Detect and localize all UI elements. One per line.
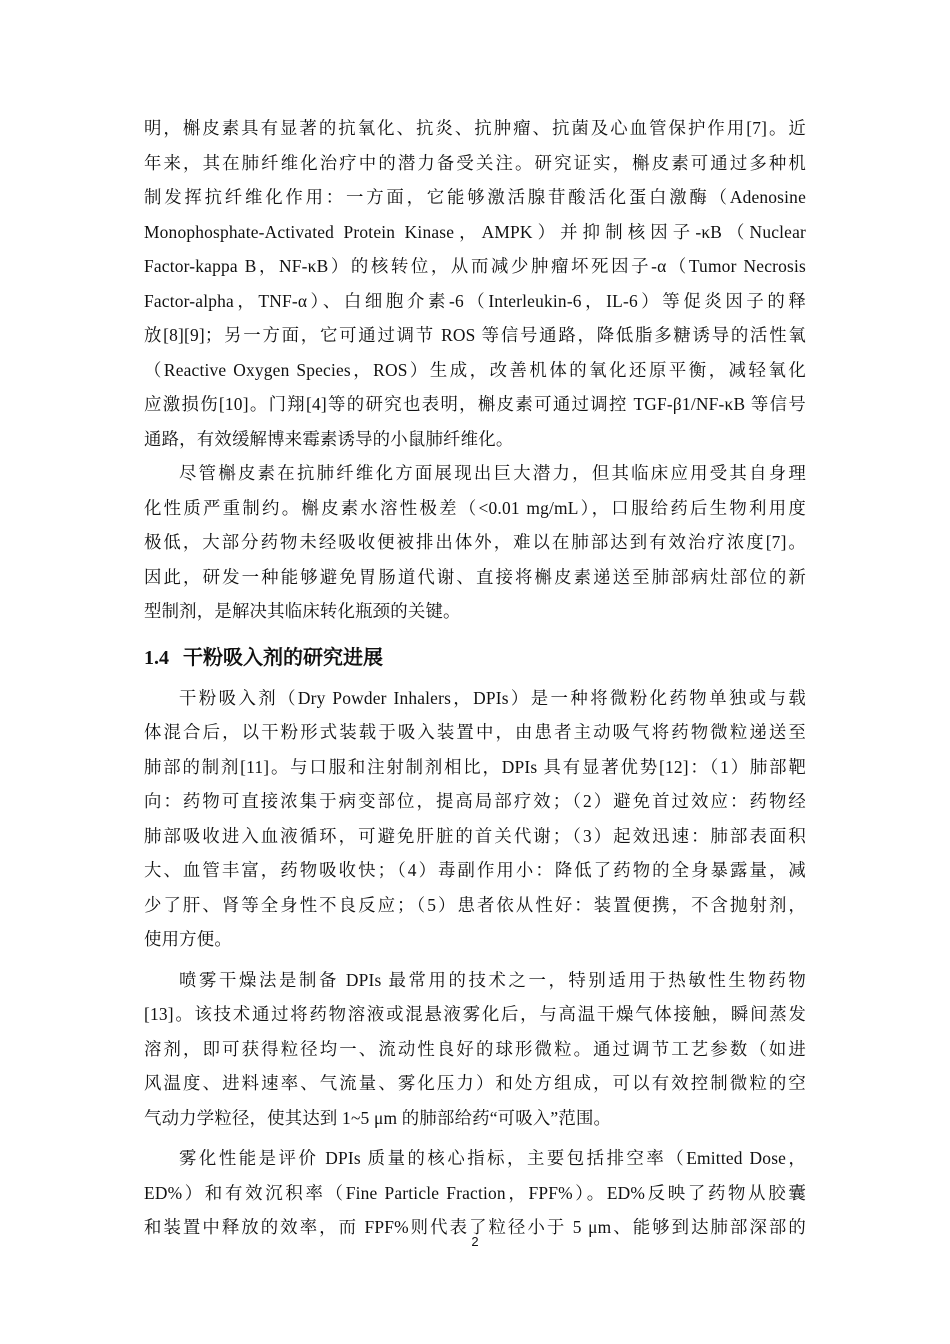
text-line: 体混合后，以干粉形式装载于吸入装置中，由患者主动吸气将药物微粒递送至 — [144, 722, 806, 742]
paragraph-dpi-definition — [144, 681, 806, 957]
paragraph-aerosol-performance — [144, 1141, 806, 1245]
text-line: （Reactive Oxygen Species，ROS）生成，改善机体的氧化还原平衡，减轻氧化 — [144, 359, 806, 380]
text-line: 气动力学粒径，使其达到 1~5 μm 的肺部给药“可吸入”范围。 — [144, 1107, 612, 1128]
text-line: 溶剂，即可获得粒径均一、流动性良好的球形微粒。通过调节工艺参数（如进 — [144, 1038, 806, 1059]
section-number: 1.4 — [144, 646, 169, 669]
text-line: 肺部的制剂[11]。与口服和注射制剂相比，DPIs 具有显著优势[12]：（1）肺部靶 — [144, 756, 806, 777]
text-line: 风温度、进料速率、气流量、雾化压力）和处方组成，可以有效控制微粒的空 — [144, 1073, 806, 1093]
paragraph-clinical-limitations — [144, 456, 806, 629]
text-line: 大、血管丰富，药物吸收快；（4）毒副作用小：降低了药物的全身暴露量，减 — [144, 860, 806, 880]
text-line: 制发挥抗纤维化作用：一方面，它能够激活腺苷酸活化蛋白激酶（Adenosine — [144, 187, 806, 207]
text-line: ED%）和有效沉积率（Fine Particle Fraction，FPF%）。ED%反映了药物从胶囊 — [144, 1182, 806, 1203]
text-line: 雾化性能是评价 DPIs 质量的核心指标，主要包括排空率（Emitted Dose， — [179, 1148, 806, 1168]
text-line: 使用方便。 — [144, 929, 232, 949]
text-line: 和装置中释放的效率，而 FPF%则代表了粒径小于 5 μm、能够到达肺部深部的 — [144, 1217, 806, 1237]
paragraph-quercetin-effects — [144, 111, 806, 456]
text-line: 尽管槲皮素在抗肺纤维化方面展现出巨大潜力，但其临床应用受其自身理 — [179, 463, 806, 483]
text-line: 喷雾干燥法是制备 DPIs 最常用的技术之一，特别适用于热敏性生物药物 — [179, 969, 806, 990]
text-line: 极低，大部分药物未经吸收便被排出体外，难以在肺部达到有效治疗浓度[7]。 — [144, 532, 806, 552]
text-line: Factor-kappa B，NF-κB）的核转位，从而减少肿瘤坏死因子-α（Tumor Necrosis — [144, 256, 806, 276]
text-line: 肺部吸收进入血液循环，可避免肝脏的首关代谢；（3）起效迅速：肺部表面积 — [144, 825, 806, 846]
text-line: 向：药物可直接浓集于病变部位，提高局部疗效；（2）避免首过效应：药物经 — [144, 791, 806, 811]
text-line: 少了肝、肾等全身性不良反应；（5）患者依从性好：装置便携，不含抛射剂， — [144, 894, 806, 915]
text-line: 明，槲皮素具有显著的抗氧化、抗炎、抗肿瘤、抗菌及心血管保护作用[7]。近 — [144, 118, 806, 138]
text-line: 型制剂，是解决其临床转化瓶颈的关键。 — [144, 601, 461, 621]
text-line: 年来，其在肺纤维化治疗中的潜力备受关注。研究证实，槲皮素可通过多种机 — [144, 152, 806, 173]
text-line: 通路，有效缓解博来霉素诱导的小鼠肺纤维化。 — [144, 428, 514, 449]
paragraph-spray-drying — [144, 963, 806, 1136]
page-body — [144, 111, 806, 1245]
text-line: 干粉吸入剂（Dry Powder Inhalers，DPIs）是一种将微粉化药物单独或与载 — [179, 687, 806, 708]
text-line: Factor-alpha，TNF-α）、白细胞介素-6（Interleukin-6，IL-6）等促炎因子的释 — [144, 290, 806, 311]
text-line: Monophosphate-Activated Protein Kinase，AMPK）并抑制核因子-κB（Nuclear — [144, 221, 806, 242]
text-line: 化性质严重制约。槲皮素水溶性极差（<0.01 mg/mL），口服给药后生物利用度 — [144, 497, 806, 518]
section-heading — [144, 635, 806, 679]
section-title: 干粉吸入剂的研究进展 — [183, 644, 383, 669]
text-line: 因此，研发一种能够避免胃肠道代谢、直接将槲皮素递送至肺部病灶部位的新 — [144, 566, 806, 587]
text-line: 放[8][9]；另一方面，它可通过调节 ROS 等信号通路，降低脂多糖诱导的活性氧 — [144, 325, 806, 345]
text-line: 应激损伤[10]。门翔[4]等的研究也表明，槲皮素可通过调控 TGF-β1/NF-κB 等信号 — [144, 394, 806, 414]
page-number: 2 — [471, 1234, 479, 1249]
text-line: [13]。该技术通过将药物溶液或混悬液雾化后，与高温干燥气体接触，瞬间蒸发 — [144, 1004, 806, 1024]
